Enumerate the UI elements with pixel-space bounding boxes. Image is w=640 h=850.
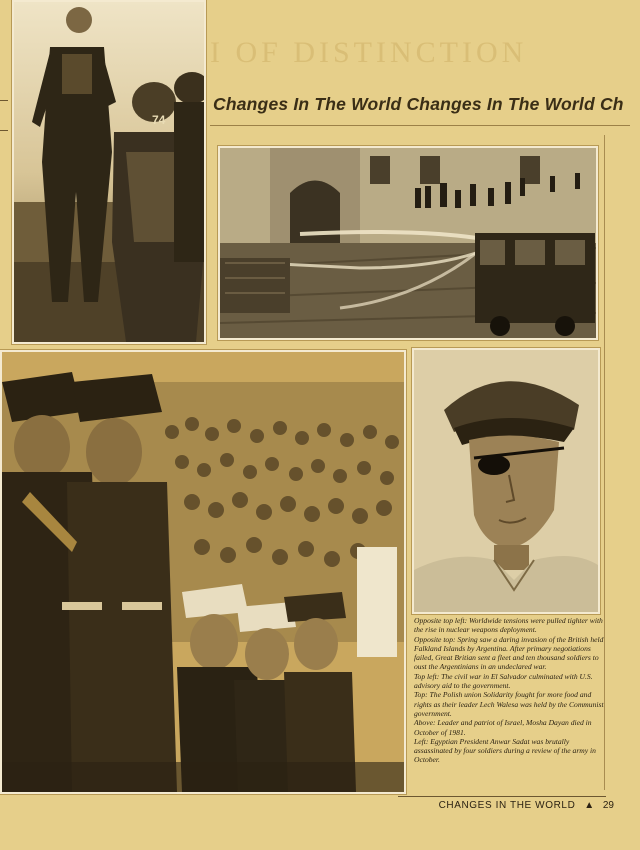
helmet-number: 74: [152, 113, 166, 127]
crop-mark: [0, 100, 8, 101]
caption-top: Top: The Polish union Solidarity fought for more food and rights as their leader Lech Walesa was held by the Communist government.: [414, 690, 604, 718]
photo-sadat-military-review: [0, 350, 406, 794]
page-number: 29: [602, 800, 614, 811]
photo-el-salvador-soldiers: [12, 0, 206, 344]
caption-opposite-top: Opposite top: Spring saw a daring invasion of the British held Falkland Islands by Argentina. After primary negotiations failed, Great Britian sent a fleet and ten thousand soldiers to oust the Argentinians in an undeclared war.: [414, 634, 604, 672]
military-review-photo-art: [2, 352, 404, 792]
page-headline: Changes In The World Changes In The World Ch: [213, 94, 624, 114]
frame-line: [604, 135, 605, 790]
caption-left: Left: Egyptian President Anwar Sadat was brutally assassinated by four soldiers during a review of the army in October.: [414, 736, 596, 765]
ghost-headline: I OF DISTINCTION: [210, 36, 528, 69]
dayan-photo-art: [414, 350, 598, 612]
photo-captions: [414, 616, 604, 765]
soldiers-photo-art: [14, 2, 204, 342]
photo-poland-water-cannon: [218, 146, 598, 340]
photo-mosha-dayan: [412, 348, 600, 614]
caption-opposite-top-left: Opposite top left: Worldwide tensions were pulled tighter with the rise in nuclear weapons deployment.: [414, 616, 603, 635]
water-cannon-photo-art: [220, 148, 596, 338]
triangle-icon: ▲: [584, 800, 595, 811]
caption-top-left: Top left: The civil war in El Salvador culminated with U.S. advisory aid to the government.: [414, 671, 593, 691]
crop-mark: [0, 130, 8, 131]
headline-rule: [210, 125, 630, 126]
caption-above: Above: Leader and patriot of Israel, Mosha Dayan died in October of 1981.: [414, 718, 592, 737]
page-footer: [433, 800, 614, 811]
footer-section-title: CHANGES IN THE WORLD: [438, 800, 576, 811]
footer-rule: [398, 796, 606, 797]
